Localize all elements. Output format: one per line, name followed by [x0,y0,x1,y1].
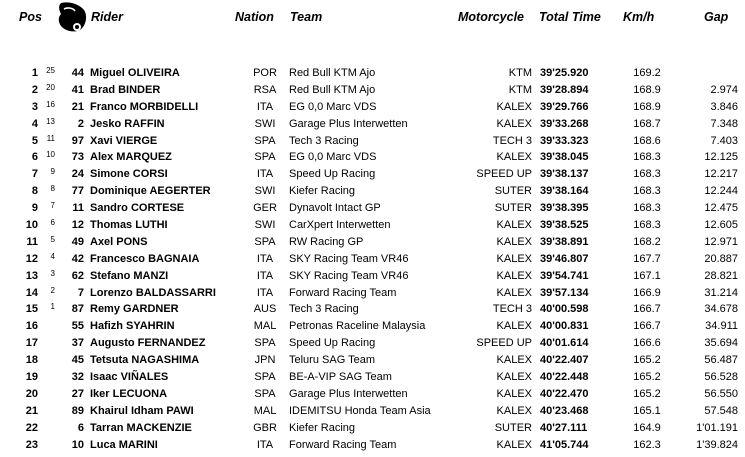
rider-number: 44 [71,67,84,79]
position: 9 [31,202,38,215]
speed-kmh: 168.9 [633,100,661,113]
rider-number: 45 [71,354,84,367]
gap: 34.678 [704,303,738,316]
team-name: Speed Up Racing [289,337,376,350]
speed-kmh: 166.7 [633,303,661,316]
speed-kmh: 168.9 [633,83,661,96]
result-row-2 [0,82,745,99]
rider-name: Luca MARINI [90,438,158,451]
rider-name: Lorenzo BALDASSARRI [90,286,216,299]
team-name: Red Bull KTM Ajo [289,83,376,96]
result-row-6 [0,149,745,166]
result-row-22 [0,420,745,437]
nation: RSA [253,83,277,96]
speed-kmh: 168.3 [633,168,661,181]
points: 1 [50,302,55,312]
nation: POR [253,67,277,79]
result-row-14 [0,285,745,302]
header-team: Team [290,10,323,24]
nation: SPA [254,387,276,400]
position: 15 [25,303,38,316]
total-time: 39'38.891 [540,235,589,248]
position: 10 [25,219,38,232]
team-name: Speed Up Racing [289,168,376,181]
team-name: SKY Racing Team VR46 [289,252,409,265]
nation: ITA [256,252,274,265]
rider-name: Sandro CORTESE [90,202,185,215]
header-motorcycle: Motorcycle [458,10,524,24]
points: 11 [46,133,55,143]
points: 13 [46,116,55,126]
speed-kmh: 167.1 [633,269,661,282]
result-row-5 [0,133,745,150]
total-time: 39'29.766 [540,100,589,113]
result-row-7 [0,166,745,183]
points: 8 [50,184,55,194]
rider-name: Miguel OLIVEIRA [90,67,180,79]
team-name: EG 0,0 Marc VDS [289,100,377,113]
speed-kmh: 167.7 [633,252,661,265]
rider-name: Xavi VIERGE [90,134,158,147]
nation: ITA [256,269,274,282]
gap: 56.528 [704,371,738,384]
speed-kmh: 166.7 [633,320,661,333]
motorcycle: KALEX [496,371,532,384]
rider-name: Remy GARDNER [90,303,179,316]
speed-kmh: 165.1 [633,404,661,417]
result-row-11 [0,234,745,251]
nation: GER [253,202,277,215]
rider-name: Stefano MANZI [90,269,169,282]
nation: SPA [254,371,276,384]
nation: JPN [254,354,276,367]
nation: SPA [254,235,276,248]
motorcycle: SUTER [494,185,532,198]
speed-kmh: 165.2 [633,354,661,367]
total-time: 40'00.831 [540,320,589,333]
rider-name: Iker LECUONA [90,387,168,400]
rider-name: Francesco BAGNAIA [90,252,200,265]
nation: SPA [254,151,276,164]
total-time: 39'25.920 [540,67,589,79]
points: 6 [50,218,55,228]
position: 22 [25,421,38,434]
nation: ITA [256,100,274,113]
team-name: Kiefer Racing [289,421,356,434]
result-row-13 [0,268,745,285]
motorcycle: TECH 3 [492,134,532,147]
total-time: 40'27.111 [540,421,588,434]
points: 25 [46,66,55,75]
rider-number: 42 [71,252,84,265]
total-time: 40'00.598 [540,303,589,316]
gap: 7.403 [710,134,738,147]
gap: 56.487 [704,354,738,367]
team-name: Garage Plus Interwetten [289,387,408,400]
position: 3 [31,100,38,113]
gap: 20.887 [704,252,738,265]
nation: ITA [256,286,274,299]
result-row-16 [0,318,745,335]
team-name: Tech 3 Racing [289,134,359,147]
gap: 28.821 [704,269,738,282]
motorcycle-rider-icon [55,0,89,33]
position: 14 [25,286,38,299]
team-name: Red Bull KTM Ajo [289,67,376,79]
header-rider: Rider [91,10,123,24]
points: 10 [46,150,55,160]
motorcycle: KTM [508,83,532,96]
rider-number: 7 [77,286,84,299]
rider-name: Jesko RAFFIN [90,117,165,130]
points: 3 [50,268,55,278]
nation: SWI [254,185,276,198]
position: 19 [25,371,38,384]
motorcycle: KTM [508,67,532,79]
position: 5 [31,134,38,147]
nation: SWI [254,117,276,130]
gap: 31.214 [704,286,738,299]
speed-kmh: 166.9 [633,286,661,299]
points: 4 [50,251,55,261]
motorcycle: KALEX [496,151,532,164]
rider-number: 11 [72,202,84,215]
rider-number: 6 [77,421,84,434]
rider-number: 37 [71,337,84,350]
total-time: 40'23.468 [540,404,589,417]
result-row-21 [0,403,745,420]
rider-number: 12 [71,219,84,232]
nation: SPA [254,337,276,350]
team-name: CarXpert Interwetten [289,219,391,232]
points: 7 [50,201,55,211]
total-time: 39'57.134 [540,286,589,299]
team-name: RW Racing GP [289,235,364,248]
rider-number: 77 [71,185,84,198]
rider-name: Augusto FERNANDEZ [90,337,206,350]
rider-number: 32 [71,371,84,384]
motorcycle: KALEX [496,117,532,130]
position: 2 [31,83,38,96]
rider-name: Dominique AEGERTER [90,185,211,198]
gap: 2.974 [710,83,738,96]
gap: 12.217 [704,168,738,181]
result-row-23 [0,437,745,454]
nation: SPA [254,134,276,147]
result-row-15 [0,301,745,318]
position: 18 [25,354,38,367]
nation: AUS [253,303,277,316]
rider-number: 41 [71,83,84,96]
team-name: EG 0,0 Marc VDS [289,151,377,164]
motorcycle: KALEX [496,235,532,248]
motorcycle: KALEX [496,269,532,282]
result-row-18 [0,352,745,369]
speed-kmh: 166.6 [633,337,661,350]
team-name: Forward Racing Team [289,438,397,451]
rider-name: Tarran MACKENZIE [90,421,192,434]
total-time: 40'22.407 [540,354,589,367]
position: 4 [31,117,38,130]
gap: 34.911 [705,320,738,333]
gap: 57.548 [704,404,738,417]
motorcycle: KALEX [496,438,532,451]
gap: 12.244 [704,185,738,198]
total-time: 39'38.395 [540,202,589,215]
gap: 12.605 [704,219,738,232]
motorcycle: KALEX [496,286,532,299]
speed-kmh: 165.2 [633,371,661,384]
motorcycle: SPEED UP [476,168,532,181]
result-row-9 [0,200,745,217]
speed-kmh: 162.3 [633,438,661,451]
motorcycle: KALEX [496,354,532,367]
motorcycle: SUTER [494,202,532,215]
rider-number: 62 [71,269,84,282]
result-row-3 [0,99,745,116]
gap: 12.475 [704,202,738,215]
speed-kmh: 164.9 [633,421,661,434]
rider-number: 49 [71,235,84,248]
team-name: Tech 3 Racing [289,303,359,316]
team-name: SKY Racing Team VR46 [289,269,409,282]
position: 6 [31,151,38,164]
gap: 1'39.824 [696,438,738,451]
team-name: Kiefer Racing [289,185,356,198]
total-time: 39'38.045 [540,151,589,164]
rider-name: Tetsuta NAGASHIMA [90,354,200,367]
points: 9 [50,167,55,177]
position: 8 [31,185,38,198]
total-time: 40'22.448 [540,371,589,384]
result-row-1 [0,65,745,82]
rider-name: Thomas LUTHI [90,219,168,232]
gap: 56.550 [704,387,738,400]
rider-number: 55 [71,320,84,333]
rider-number: 87 [71,303,84,316]
motorcycle: TECH 3 [492,303,532,316]
total-time: 40'01.614 [540,337,589,350]
team-name: Teluru SAG Team [289,354,376,367]
points: 20 [46,82,55,92]
speed-kmh: 168.3 [633,151,661,164]
result-row-17 [0,335,745,352]
header-pos: Pos [19,10,42,24]
rider-name: Simone CORSI [90,168,168,181]
points: 16 [46,99,55,109]
rider-name: Axel PONS [90,235,148,248]
total-time: 39'28.894 [540,83,589,96]
total-time: 39'38.525 [540,219,589,232]
team-name: Garage Plus Interwetten [289,117,408,130]
points: 2 [50,285,55,295]
rider-name: Hafizh SYAHRIN [90,320,175,333]
header-gap: Gap [704,10,729,24]
rider-number: 21 [71,100,84,113]
gap: 1'01.191 [696,421,738,434]
speed-kmh: 168.7 [633,117,661,130]
position: 23 [25,438,38,451]
rider-number: 27 [71,387,84,400]
motorcycle: KALEX [496,252,532,265]
position: 16 [25,320,38,333]
team-name: Petronas Raceline Malaysia [289,320,426,333]
gap: 12.971 [704,235,738,248]
speed-kmh: 165.2 [633,387,661,400]
total-time: 39'33.268 [540,117,589,130]
nation: GBR [253,421,277,434]
position: 13 [25,269,38,282]
total-time: 41'05.744 [540,438,589,451]
total-time: 39'54.741 [540,269,589,282]
rider-number: 2 [77,117,84,130]
rider-number: 10 [71,438,84,451]
result-row-10 [0,217,745,234]
total-time: 39'46.807 [540,252,589,265]
result-row-12 [0,251,745,268]
header-total-time: Total Time [539,10,601,24]
motorcycle: KALEX [496,100,532,113]
team-name: IDEMITSU Honda Team Asia [289,404,431,417]
motorcycle: KALEX [496,219,532,232]
position: 7 [31,168,38,181]
speed-kmh: 168.3 [633,185,661,198]
rider-name: Franco MORBIDELLI [90,100,199,113]
speed-kmh: 168.6 [633,134,661,147]
result-row-4 [0,116,745,133]
total-time: 39'38.137 [540,168,589,181]
total-time: 40'22.470 [540,387,589,400]
motorcycle: SPEED UP [476,337,532,350]
motorcycle: KALEX [496,387,532,400]
position: 20 [25,387,38,400]
team-name: Dynavolt Intact GP [289,202,381,215]
result-row-19 [0,369,745,386]
rider-name: Brad BINDER [90,83,161,96]
total-time: 39'33.323 [540,134,589,147]
speed-kmh: 168.2 [633,235,661,248]
rider-name: Isaac VIÑALES [90,371,169,384]
result-row-8 [0,183,745,200]
speed-kmh: 168.3 [633,219,661,232]
points: 5 [50,234,55,244]
header-kmh: Km/h [623,10,655,24]
position: 12 [25,252,38,265]
position: 21 [25,404,38,417]
rider-name: Alex MARQUEZ [90,151,172,164]
results-table [0,65,745,453]
rider-name: Khairul Idham PAWI [90,404,194,417]
nation: MAL [253,404,277,417]
position: 1 [31,67,38,79]
rider-number: 73 [71,151,84,164]
nation: SWI [254,219,276,232]
motorcycle: SUTER [494,421,532,434]
header-nation: Nation [235,10,274,24]
team-name: BE-A-VIP SAG Team [289,371,392,384]
nation: MAL [253,320,277,333]
nation: ITA [256,168,274,181]
nation: ITA [256,438,274,451]
total-time: 39'38.164 [540,185,589,198]
gap: 7.348 [710,117,738,130]
motorcycle: KALEX [496,320,532,333]
rider-number: 89 [71,404,84,417]
gap: 35.694 [704,337,738,350]
position: 17 [25,337,38,350]
result-row-20 [0,386,745,403]
rider-number: 97 [71,134,84,147]
motorcycle: KALEX [496,404,532,417]
position: 11 [26,235,38,248]
speed-kmh: 169.2 [633,67,661,79]
rider-number: 24 [71,168,84,181]
gap: 12.125 [704,151,738,164]
speed-kmh: 168.3 [633,202,661,215]
gap: 3.846 [710,100,738,113]
team-name: Forward Racing Team [289,286,397,299]
